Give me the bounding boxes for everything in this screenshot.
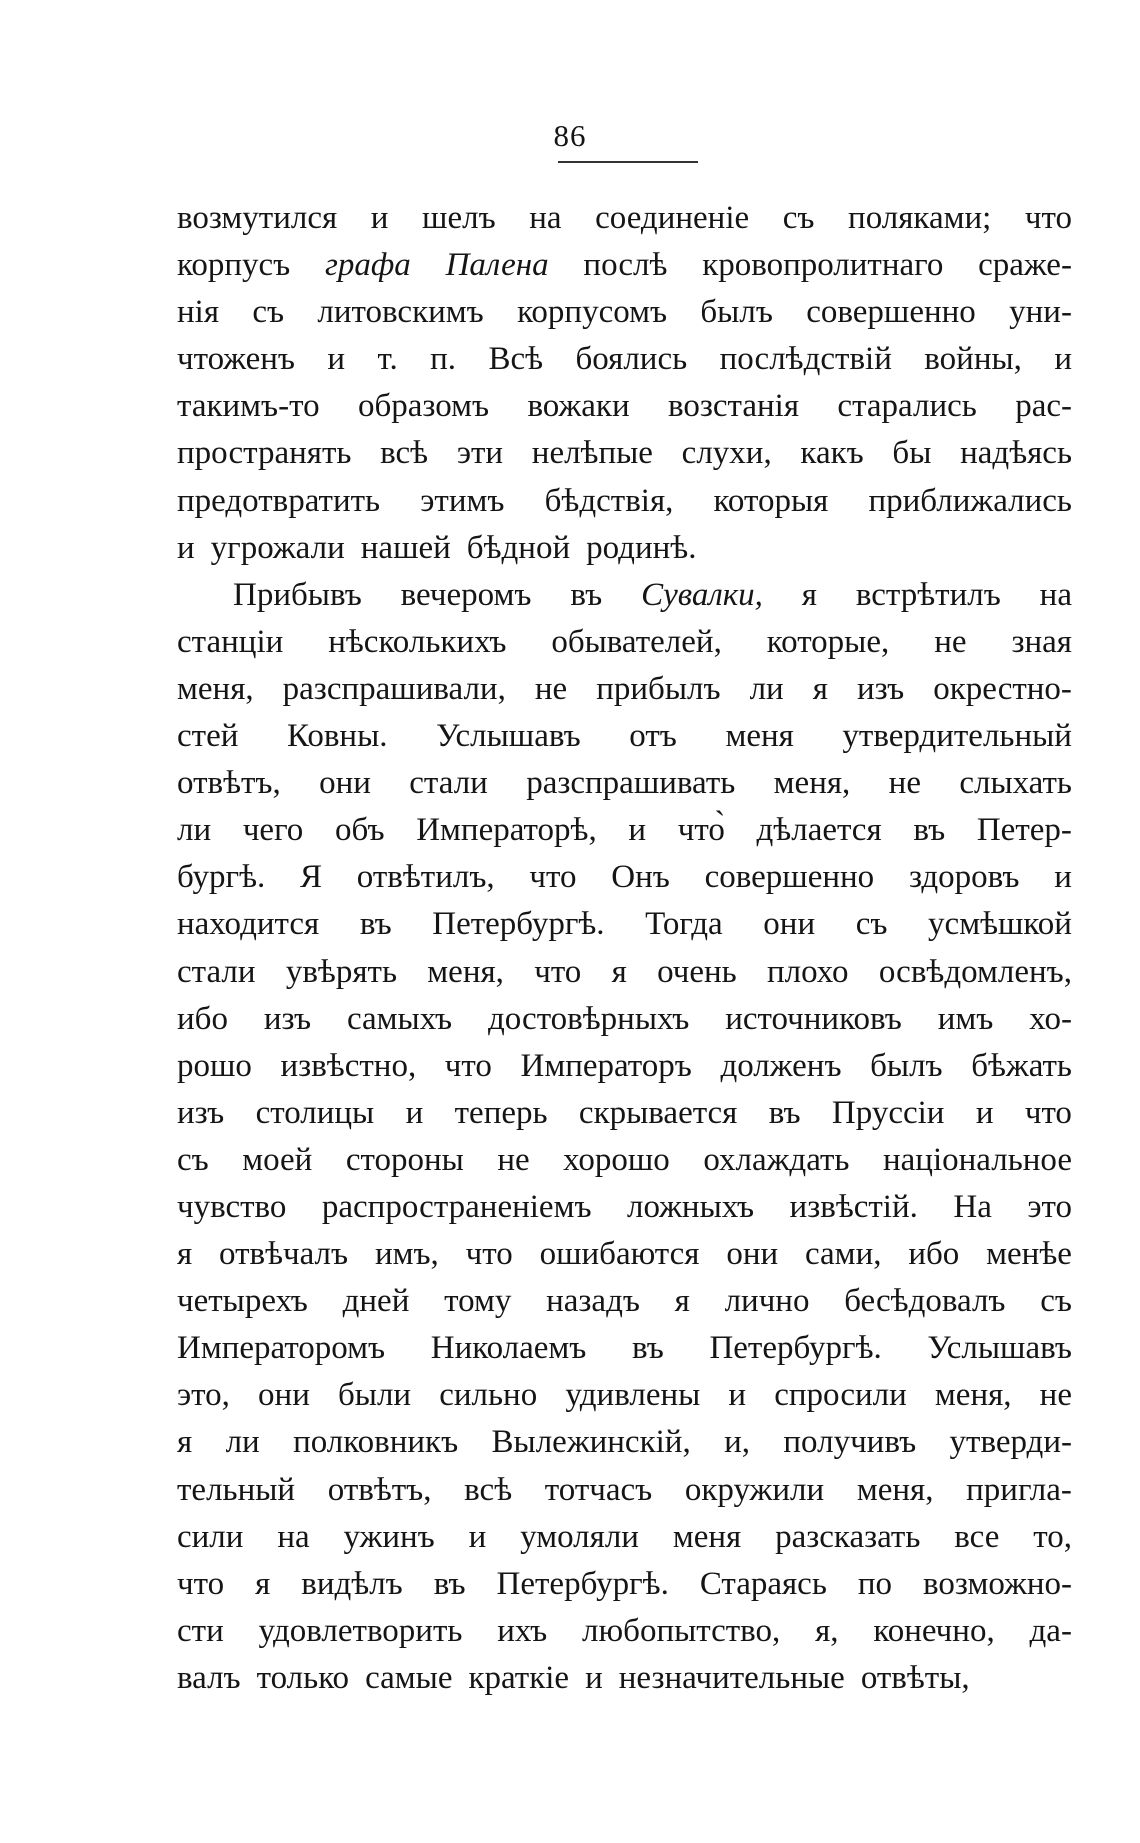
text-line: что я видѣлъ въ Петербургѣ. Стараясь по возможно- [177,1565,1072,1602]
text-line: изъ столицы и теперь скрывается въ Пруссіи и что [177,1094,1072,1131]
text-line: чувство распространеніемъ ложныхъ извѣстій. На это [177,1188,1072,1225]
text-line: сили на ужинъ и умоляли меня разсказать все то, [177,1518,1072,1555]
page-number-rule [558,161,698,163]
text-line: бургѣ. Я отвѣтилъ, что Онъ совершенно здоровъ и [177,859,1072,896]
text-line: съ моей стороны не хорошо охлаждать національное [177,1141,1072,1178]
text-line: ли чего объ Императорѣ, и что̀ дѣлается въ Петер- [177,812,1072,849]
paragraph [177,195,1072,572]
text-line: тельный отвѣтъ, всѣ тотчасъ окружили меня, пригла- [177,1471,1072,1508]
text-line: отвѣтъ, они стали разспрашивать меня, не слыхать [177,765,1072,802]
text-line: корпусъ графа Палена послѣ кровопролитнаго сраже- [177,247,1072,284]
text-line: находится въ Петербургѣ. Тогда они съ усмѣшкой [177,906,1072,943]
text-line: чтоженъ и т. п. Всѣ боялись послѣдствій войны, и [177,341,1072,378]
text-line: я ли полковникъ Вылежинскій, и, получивъ утверди- [177,1424,1072,1461]
text-line: стей Ковны. Услышавъ отъ меня утвердительный [177,718,1072,755]
text-line: стали увѣрять меня, что я очень плохо освѣдомленъ, [177,953,1072,990]
page-number: 86 [553,118,587,153]
text-line: рошо извѣстно, что Императоръ долженъ былъ бѣжать [177,1047,1072,1084]
text-line: меня, разспрашивали, не прибылъ ли я изъ окрестно- [177,670,1072,707]
text-line: предотвратить этимъ бѣдствія, которыя приближались [177,482,1072,519]
text-line: это, они были сильно удивлены и спросили меня, не [177,1377,1072,1414]
text-line: такимъ-то образомъ вожаки возстанія старались рас- [177,388,1072,425]
text-line: я отвѣчалъ имъ, что ошибаются они сами, ибо менѣе [177,1236,1072,1273]
text-line: четырехъ дней тому назадъ я лично бесѣдовалъ съ [177,1283,1072,1320]
text-line: пространять всѣ эти нелѣпые слухи, какъ бы надѣясь [177,435,1072,472]
text-line: возмутился и шелъ на соединеніе съ поляками; что [177,200,1072,236]
text-line: ибо изъ самыхъ достовѣрныхъ источниковъ имъ хо- [177,1000,1072,1037]
text-line: и угрожали нашей бѣдной родинѣ. [177,529,697,566]
text-line: валъ только самые краткіе и незначительные отвѣты, [177,1659,970,1696]
text-line: нія съ литовскимъ корпусомъ былъ совершенно уни- [177,294,1072,331]
text-line: сти удовлетворить ихъ любопытство, я, конечно, да- [177,1612,1072,1649]
text-line: Прибывъ вечеромъ въ Сувалки, я встрѣтилъ на [233,576,1072,613]
text-line: станціи нѣсколькихъ обывателей, которые, не зная [177,623,1072,660]
paragraph [177,572,1072,1702]
text-line: Императоромъ Николаемъ въ Петербургѣ. Услышавъ [177,1330,1072,1367]
body-text [177,195,1072,1702]
